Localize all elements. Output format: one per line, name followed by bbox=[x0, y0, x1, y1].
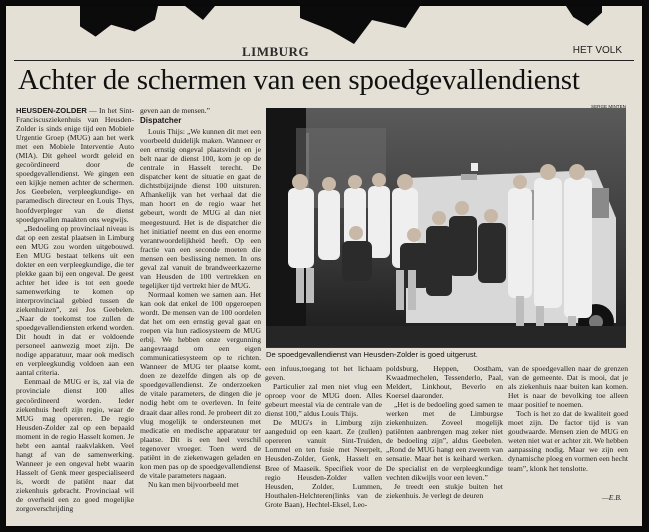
paragraph: „Het is de bedoeling goed samen te werken met de Limburgse ziekenhuizen. Zoveel mogelijk patiënten aanbrengen mag zeker niet de bedoeling zijn”, aldus Geebelen. „Rond de MUG hangt een zweem van sensatie. Maar het is keihard werken. De specialist en de verpleegkundige vechten dikwijls voor een leven.” bbox=[386, 400, 503, 482]
paragraph: Je treedt een stukje buiten het ziekenhuis. Je verlegt de deuren bbox=[386, 481, 503, 500]
paragraph: Eenmaal de MUG er is, zal via de provinciale dienst 100 alles gecoördineerd worden. Ieder ziekenhuis heeft zijn regio, waar de MUG mag opereren. De regio Heusden-Zolder zal op een bepaald moment in de regio Hasselt komen. Je hebt een aantal raakvlakken. Veel hangt af van de samenwerking. Wanneer je een ongeval hebt waarin Hasselt of Genk meer gespecialiseerd is, wordt de patiënt naar dat ziekenhuis gebracht. Provinciaal wil de overheid een zo goed mogelijke zorgoverschrijding bbox=[16, 377, 134, 514]
section-label: LIMBURG bbox=[242, 44, 310, 59]
paragraph: „Bedoeling op provinciaal niveau is dat op een zestal plaatsen in Limburg een MUG zou worden uitgebouwd. Een MUG bestaat telkens uit een dokter en een verpleegkundige, die ter plekke gaan bij een ongeval. De geest achter het idee is tot een goede samenwerking te komen op interprovinciaal gebied tussen de ziekenhuizen”, zei Jos Geebelen. „Naar de toekomst toe zullen de spoedgevallendiensten erkend worden. Dit houdt in dat er voldoende personeel aanwezig moet zijn. De nodige apparatuur, maar ook medisch en verpleegkundig voldoen aan een aantal criteria. bbox=[16, 223, 134, 378]
paragraph: geven aan de mensen.” bbox=[140, 106, 210, 115]
paragraph-text: — In het Sint-Franciscusziekenhuis van Heusden-Zolder is sinds enige tijd een Mobiele Urgentie Groep (MUG) aan het werk met een Mobiele Interventie Auto (MIA). Dit geheel wordt geleid en gecoördineerd door de spoedgevallendienst. We gingen een een kijkje nemen achter de schermen. Jos Geebelen, verpleegkundige- en paramedisch directeur en Louis Thys, hoofdverpleger van de dienst spoedgevallen maakten ons wegwijs. bbox=[16, 106, 134, 224]
paragraph bbox=[16, 106, 134, 224]
page-header bbox=[14, 44, 634, 61]
article-column-4 bbox=[386, 364, 503, 512]
paragraph: De MUG's in Limburg zijn aangeduid op een kaart. Ze (zullen) opereren vanuit Sint-Truiden, Lommel en ten fusie met Neerpelt, Heusden-Zolder, Genk, Hasselt en Bree of Maaseik. Specifiek voor de regio Heusden-Zolder vallen Heusden, Zolder, Lummen, Houthalen-Helchteren(links van de Grote Baan), Hechtel-Eksel, Leo- bbox=[265, 418, 382, 509]
caption-divider bbox=[266, 347, 626, 348]
paragraph: Normaal komen we samen aan. Het kan ook dat enkel de 100 opgeroepen wordt. De mensen van de 100 oordelen dat het om een ernstig geval gaat en roepen via hun radiosysteem de MUG erbij. We hebben onze vergunning aangevraagd om een eigen communicatiesysteem op te richten. Wanneer de MUG ter plaatse komt, doen ze dezelfde dingen als op de spoedgevallendienst. Ze onderzoeken de vitale parameters, de dingen die je nodig hebt om te overleven. In feite draait daar alles rond. Je probeert dit zo vlug mogelijk te ondersteunen met medicatie en medische apparatuur ter plaatse. Dit is een heel verschil tegenover vroeger. Toen werd de patiënt in de ziekenwagen geladen en kon men pas op de spoedgevallendienst de vitale parameters nagaan. bbox=[140, 289, 261, 480]
article-column-5 bbox=[508, 364, 628, 512]
paragraph: een infuus,toegang tot het lichaam geven. bbox=[265, 364, 382, 383]
dateline: HEUSDEN-ZOLDER bbox=[16, 106, 87, 115]
paragraph: van de spoedgevallen naar de grenzen van de gemeente. Dat is mooi, dat je als ziekenhuis naar buiten kan komen. Het is naar de bevolking toe alleen maar positief te noemen. bbox=[508, 364, 628, 410]
article-column-3 bbox=[265, 364, 382, 512]
author-signature: —E.B. bbox=[602, 493, 622, 502]
article-column-2 bbox=[140, 106, 261, 489]
paragraph: Toch is het zo dat de kwaliteit goed moet zijn. De factor tijd is van goudwaarde. Mensen zien de MUG en weten niet wat er achter zit. We hebben aanpassing nodig. Maar we zijn een dynamische ploeg en vormen een hecht team”, klonk het tenslotte. bbox=[508, 409, 628, 473]
paragraph: Louis Thijs: „We kunnen dit met een voorbeeld duidelijk maken. Wanneer er een ernstig ongeval plaatsvindt en je belt naar de dienst 100, kom je op de centrale in Hasselt terecht. De dispatcher kent de situatie en gaat de dichtstbijzijnde dienst 100 uitsturen. Afhankelijk van het verhaal dat die man hoort en de regio waar het gebeurt, wordt de MUG al dan niet meegestuurd. Het is de dispatcher die het initiatief neemt en dus een enorme verantwoordelijkheid heeft. Op een fractie van een seconde moeten die mensen een beslissing nemen. In ons geval zal vanuit de brandweerkazerne van Heusden de 100 vertrekken en tegelijker tijd vertrekt hier de MUG. bbox=[140, 127, 261, 290]
article-headline: Achter de schermen van een spoedgevallendienst bbox=[18, 64, 580, 96]
newspaper-name: HET VOLK bbox=[572, 45, 622, 56]
photo-caption: De spoedgevallendienst van Heusden-Zolder is goed uitgerust. bbox=[266, 350, 478, 359]
team-photo-illustration bbox=[266, 108, 626, 347]
subheading: Dispatcher bbox=[140, 116, 182, 126]
article-column-1 bbox=[16, 106, 134, 514]
paragraph: Nu kan men bijvoorbeeld met bbox=[148, 479, 239, 489]
paragraph: Particulier zal men niet vlug een oproep voor de MUG doen. Alles gebeurt meestal via de centrale van de dienst 100,” aldus Louis Thijs. bbox=[265, 382, 382, 419]
photo-credit: SERGE MINTEN bbox=[591, 104, 626, 109]
team-photo bbox=[266, 104, 626, 347]
paragraph: poldsburg, Heppen, Oostham, Kwaadmechelen, Tessenderlo, Paal, Meldert, Linkhout, Beverlo en Koersel daaronder. bbox=[386, 364, 503, 401]
